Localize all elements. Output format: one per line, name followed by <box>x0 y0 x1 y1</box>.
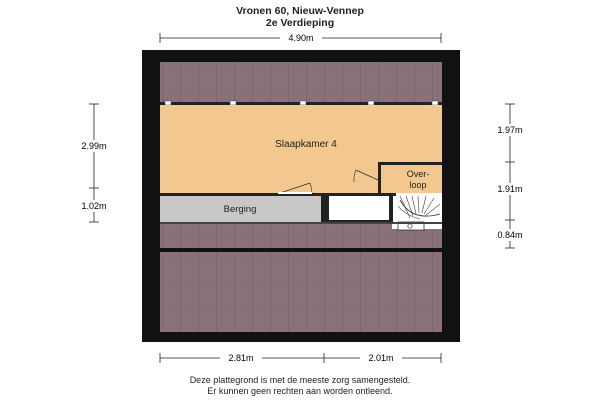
landing-label-line2: loop <box>409 180 427 190</box>
dimension-right <box>488 104 532 248</box>
storage-label: Berging <box>223 204 257 215</box>
roof-top <box>160 62 442 102</box>
dim-right-middle: 1.91m <box>497 184 523 194</box>
disclaimer-line1: Deze plattegrond is met de meeste zorg samengesteld. <box>189 375 411 385</box>
staircase <box>392 193 442 230</box>
address-title: Vronen 60, Nieuw-Vennep <box>236 5 364 17</box>
dimension-bottom <box>160 352 441 364</box>
dim-top-label: 4.90m <box>288 33 314 43</box>
dim-bottom-left: 2.81m <box>228 353 254 363</box>
dim-right-lower: 0.84m <box>497 230 523 240</box>
dimension-left <box>72 104 116 222</box>
floor-title: 2e Verdieping <box>265 17 335 29</box>
bedroom-label: Slaapkamer 4 <box>275 139 337 150</box>
dim-left-lower: 1.02m <box>81 201 107 211</box>
dim-bottom-right: 2.01m <box>368 353 394 363</box>
roof-bottom <box>160 252 442 332</box>
dimension-top <box>160 32 441 44</box>
dim-right-upper: 1.97m <box>497 125 523 135</box>
dim-left-upper: 2.99m <box>81 141 107 151</box>
disclaimer-line2: Er kunnen geen rechten aan worden ontleend. <box>207 386 393 396</box>
landing-label-line1: Over- <box>406 169 430 179</box>
